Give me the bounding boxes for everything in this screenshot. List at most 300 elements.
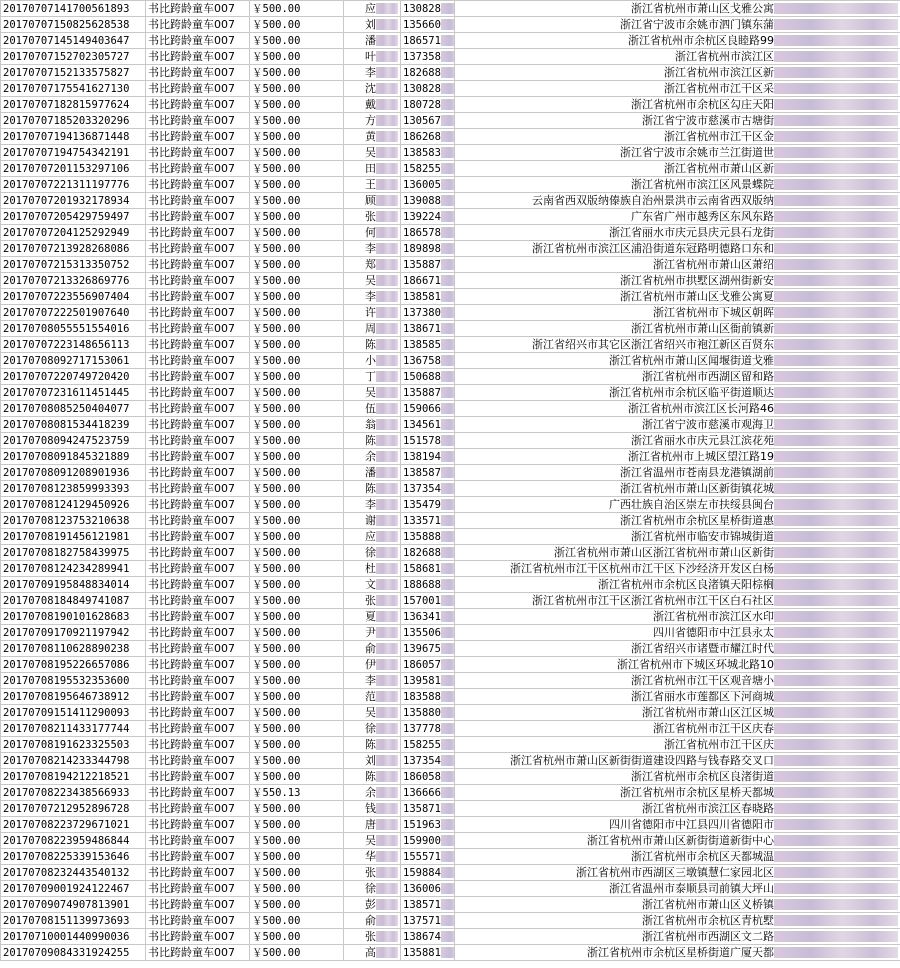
product-cell[interactable]: 书比跨龄童车007 <box>146 337 250 353</box>
address-cell[interactable] <box>455 657 900 673</box>
phone-cell[interactable] <box>401 705 455 721</box>
recipient-cell[interactable] <box>344 225 401 241</box>
price-cell[interactable]: ￥500.00 <box>250 753 344 769</box>
recipient-cell[interactable] <box>344 945 401 961</box>
product-cell[interactable]: 书比跨龄童车007 <box>146 881 250 897</box>
recipient-cell[interactable] <box>344 513 401 529</box>
price-cell[interactable]: ￥500.00 <box>250 865 344 881</box>
table-row[interactable] <box>1 321 900 337</box>
phone-cell[interactable] <box>401 865 455 881</box>
phone-cell[interactable] <box>401 161 455 177</box>
order-id-cell[interactable]: 20170707221311197776 <box>1 177 146 193</box>
order-id-cell[interactable]: 20170707185203320296 <box>1 113 146 129</box>
phone-cell[interactable] <box>401 801 455 817</box>
table-row[interactable] <box>1 257 900 273</box>
phone-cell[interactable] <box>401 881 455 897</box>
phone-cell[interactable] <box>401 465 455 481</box>
phone-cell[interactable] <box>401 609 455 625</box>
order-id-cell[interactable]: 20170707201153297106 <box>1 161 146 177</box>
product-cell[interactable]: 书比跨龄童车007 <box>146 1 250 17</box>
phone-cell[interactable] <box>401 657 455 673</box>
address-cell[interactable] <box>455 369 900 385</box>
table-row[interactable] <box>1 113 900 129</box>
product-cell[interactable]: 书比跨龄童车007 <box>146 769 250 785</box>
order-id-cell[interactable]: 20170707215313350752 <box>1 257 146 273</box>
order-id-cell[interactable]: 20170708124129450926 <box>1 497 146 513</box>
phone-cell[interactable] <box>401 721 455 737</box>
address-cell[interactable] <box>455 897 900 913</box>
order-id-cell[interactable]: 20170708195226657086 <box>1 657 146 673</box>
address-cell[interactable] <box>455 465 900 481</box>
product-cell[interactable]: 书比跨龄童车007 <box>146 113 250 129</box>
product-cell[interactable]: 书比跨龄童车007 <box>146 593 250 609</box>
price-cell[interactable]: ￥500.00 <box>250 561 344 577</box>
price-cell[interactable]: ￥500.00 <box>250 769 344 785</box>
address-cell[interactable] <box>455 609 900 625</box>
product-cell[interactable]: 书比跨龄童车007 <box>146 465 250 481</box>
table-row[interactable] <box>1 561 900 577</box>
price-cell[interactable]: ￥500.00 <box>250 193 344 209</box>
product-cell[interactable]: 书比跨龄童车007 <box>146 625 250 641</box>
table-row[interactable] <box>1 241 900 257</box>
order-id-cell[interactable]: 20170708091208901936 <box>1 465 146 481</box>
price-cell[interactable]: ￥500.00 <box>250 449 344 465</box>
table-row[interactable] <box>1 353 900 369</box>
order-id-cell[interactable]: 20170707150825628538 <box>1 17 146 33</box>
product-cell[interactable]: 书比跨龄童车007 <box>146 945 250 961</box>
phone-cell[interactable] <box>401 449 455 465</box>
table-row[interactable] <box>1 193 900 209</box>
phone-cell[interactable] <box>401 369 455 385</box>
address-cell[interactable] <box>455 881 900 897</box>
price-cell[interactable]: ￥500.00 <box>250 657 344 673</box>
recipient-cell[interactable] <box>344 401 401 417</box>
phone-cell[interactable] <box>401 433 455 449</box>
order-id-cell[interactable]: 20170708123753210638 <box>1 513 146 529</box>
price-cell[interactable]: ￥500.00 <box>250 385 344 401</box>
address-cell[interactable] <box>455 257 900 273</box>
recipient-cell[interactable] <box>344 897 401 913</box>
order-id-cell[interactable]: 20170708085250404077 <box>1 401 146 417</box>
recipient-cell[interactable] <box>344 929 401 945</box>
address-cell[interactable] <box>455 129 900 145</box>
recipient-cell[interactable] <box>344 369 401 385</box>
phone-cell[interactable] <box>401 305 455 321</box>
order-id-cell[interactable]: 20170707220749720420 <box>1 369 146 385</box>
price-cell[interactable]: ￥500.00 <box>250 241 344 257</box>
recipient-cell[interactable] <box>344 353 401 369</box>
order-id-cell[interactable]: 20170709151411290093 <box>1 705 146 721</box>
phone-cell[interactable] <box>401 49 455 65</box>
phone-cell[interactable] <box>401 897 455 913</box>
price-cell[interactable]: ￥500.00 <box>250 17 344 33</box>
address-cell[interactable] <box>455 337 900 353</box>
product-cell[interactable]: 书比跨龄童车007 <box>146 33 250 49</box>
recipient-cell[interactable] <box>344 817 401 833</box>
product-cell[interactable]: 书比跨龄童车007 <box>146 801 250 817</box>
table-row[interactable] <box>1 577 900 593</box>
address-cell[interactable] <box>455 1 900 17</box>
address-cell[interactable] <box>455 273 900 289</box>
product-cell[interactable]: 书比跨龄童车007 <box>146 545 250 561</box>
address-cell[interactable] <box>455 545 900 561</box>
price-cell[interactable]: ￥500.00 <box>250 369 344 385</box>
address-cell[interactable] <box>455 193 900 209</box>
recipient-cell[interactable] <box>344 481 401 497</box>
recipient-cell[interactable] <box>344 753 401 769</box>
order-id-cell[interactable]: 20170708055551554016 <box>1 321 146 337</box>
order-id-cell[interactable]: 20170707201932178934 <box>1 193 146 209</box>
recipient-cell[interactable] <box>344 241 401 257</box>
price-cell[interactable]: ￥500.00 <box>250 337 344 353</box>
price-cell[interactable]: ￥500.00 <box>250 33 344 49</box>
product-cell[interactable]: 书比跨龄童车007 <box>146 657 250 673</box>
product-cell[interactable]: 书比跨龄童车007 <box>146 17 250 33</box>
phone-cell[interactable] <box>401 753 455 769</box>
price-cell[interactable]: ￥500.00 <box>250 321 344 337</box>
phone-cell[interactable] <box>401 529 455 545</box>
recipient-cell[interactable] <box>344 881 401 897</box>
price-cell[interactable]: ￥500.00 <box>250 481 344 497</box>
recipient-cell[interactable] <box>344 609 401 625</box>
address-cell[interactable] <box>455 529 900 545</box>
recipient-cell[interactable] <box>344 577 401 593</box>
table-row[interactable] <box>1 449 900 465</box>
order-id-cell[interactable]: 20170708110628890238 <box>1 641 146 657</box>
table-row[interactable] <box>1 161 900 177</box>
recipient-cell[interactable] <box>344 1 401 17</box>
product-cell[interactable]: 书比跨龄童车007 <box>146 753 250 769</box>
address-cell[interactable] <box>455 353 900 369</box>
recipient-cell[interactable] <box>344 129 401 145</box>
order-id-cell[interactable]: 20170707182815977624 <box>1 97 146 113</box>
phone-cell[interactable] <box>401 273 455 289</box>
price-cell[interactable]: ￥500.00 <box>250 625 344 641</box>
price-cell[interactable]: ￥500.00 <box>250 145 344 161</box>
product-cell[interactable]: 书比跨龄童车007 <box>146 833 250 849</box>
price-cell[interactable]: ￥500.00 <box>250 577 344 593</box>
table-row[interactable] <box>1 705 900 721</box>
price-cell[interactable]: ￥500.00 <box>250 177 344 193</box>
table-row[interactable] <box>1 753 900 769</box>
address-cell[interactable] <box>455 481 900 497</box>
order-id-cell[interactable]: 20170707212952896728 <box>1 801 146 817</box>
product-cell[interactable]: 书比跨龄童车007 <box>146 433 250 449</box>
recipient-cell[interactable] <box>344 81 401 97</box>
phone-cell[interactable] <box>401 849 455 865</box>
product-cell[interactable]: 书比跨龄童车007 <box>146 449 250 465</box>
table-row[interactable] <box>1 833 900 849</box>
recipient-cell[interactable] <box>344 289 401 305</box>
price-cell[interactable]: ￥500.00 <box>250 881 344 897</box>
product-cell[interactable]: 书比跨龄童车007 <box>146 913 250 929</box>
order-id-cell[interactable]: 20170707152702305727 <box>1 49 146 65</box>
product-cell[interactable]: 书比跨龄童车007 <box>146 529 250 545</box>
phone-cell[interactable] <box>401 689 455 705</box>
recipient-cell[interactable] <box>344 177 401 193</box>
recipient-cell[interactable] <box>344 465 401 481</box>
phone-cell[interactable] <box>401 337 455 353</box>
phone-cell[interactable] <box>401 577 455 593</box>
table-row[interactable] <box>1 273 900 289</box>
product-cell[interactable]: 书比跨龄童车007 <box>146 849 250 865</box>
address-cell[interactable] <box>455 833 900 849</box>
table-row[interactable] <box>1 865 900 881</box>
order-id-cell[interactable]: 20170708191623325503 <box>1 737 146 753</box>
table-row[interactable] <box>1 721 900 737</box>
product-cell[interactable]: 书比跨龄童车007 <box>146 209 250 225</box>
table-row[interactable] <box>1 1 900 17</box>
address-cell[interactable] <box>455 737 900 753</box>
price-cell[interactable]: ￥500.00 <box>250 913 344 929</box>
address-cell[interactable] <box>455 753 900 769</box>
product-cell[interactable]: 书比跨龄童车007 <box>146 641 250 657</box>
address-cell[interactable] <box>455 113 900 129</box>
product-cell[interactable]: 书比跨龄童车007 <box>146 897 250 913</box>
order-id-cell[interactable]: 20170708191456121981 <box>1 529 146 545</box>
phone-cell[interactable] <box>401 625 455 641</box>
table-row[interactable] <box>1 609 900 625</box>
product-cell[interactable]: 书比跨龄童车007 <box>146 225 250 241</box>
address-cell[interactable] <box>455 97 900 113</box>
table-row[interactable] <box>1 929 900 945</box>
order-id-cell[interactable]: 20170708092717153061 <box>1 353 146 369</box>
phone-cell[interactable] <box>401 785 455 801</box>
product-cell[interactable]: 书比跨龄童车007 <box>146 65 250 81</box>
price-cell[interactable]: ￥500.00 <box>250 817 344 833</box>
address-cell[interactable] <box>455 849 900 865</box>
recipient-cell[interactable] <box>344 273 401 289</box>
product-cell[interactable]: 书比跨龄童车007 <box>146 785 250 801</box>
product-cell[interactable]: 书比跨龄童车007 <box>146 417 250 433</box>
phone-cell[interactable] <box>401 513 455 529</box>
table-row[interactable] <box>1 33 900 49</box>
order-id-cell[interactable]: 20170708184849741087 <box>1 593 146 609</box>
price-cell[interactable]: ￥500.00 <box>250 161 344 177</box>
recipient-cell[interactable] <box>344 673 401 689</box>
price-cell[interactable]: ￥500.00 <box>250 273 344 289</box>
product-cell[interactable]: 书比跨龄童车007 <box>146 81 250 97</box>
table-row[interactable] <box>1 177 900 193</box>
table-row[interactable] <box>1 641 900 657</box>
order-id-cell[interactable]: 20170708182758439975 <box>1 545 146 561</box>
table-row[interactable] <box>1 881 900 897</box>
address-cell[interactable] <box>455 225 900 241</box>
table-row[interactable] <box>1 369 900 385</box>
recipient-cell[interactable] <box>344 497 401 513</box>
recipient-cell[interactable] <box>344 833 401 849</box>
recipient-cell[interactable] <box>344 257 401 273</box>
address-cell[interactable] <box>455 321 900 337</box>
address-cell[interactable] <box>455 417 900 433</box>
table-row[interactable] <box>1 529 900 545</box>
table-row[interactable] <box>1 433 900 449</box>
table-row[interactable] <box>1 305 900 321</box>
recipient-cell[interactable] <box>344 529 401 545</box>
order-id-cell[interactable]: 20170708190101628683 <box>1 609 146 625</box>
order-id-cell[interactable]: 20170708195532353600 <box>1 673 146 689</box>
recipient-cell[interactable] <box>344 193 401 209</box>
order-id-cell[interactable]: 20170707194754342191 <box>1 145 146 161</box>
order-id-cell[interactable]: 20170709170921197942 <box>1 625 146 641</box>
product-cell[interactable]: 书比跨龄童车007 <box>146 257 250 273</box>
order-id-cell[interactable]: 20170708223438566933 <box>1 785 146 801</box>
table-row[interactable] <box>1 49 900 65</box>
table-row[interactable] <box>1 81 900 97</box>
phone-cell[interactable] <box>401 129 455 145</box>
table-row[interactable] <box>1 689 900 705</box>
order-id-cell[interactable]: 20170708195646738912 <box>1 689 146 705</box>
table-row[interactable] <box>1 849 900 865</box>
order-id-cell[interactable]: 20170708223959486844 <box>1 833 146 849</box>
product-cell[interactable]: 书比跨龄童车007 <box>146 513 250 529</box>
phone-cell[interactable] <box>401 1 455 17</box>
product-cell[interactable]: 书比跨龄童车007 <box>146 705 250 721</box>
phone-cell[interactable] <box>401 769 455 785</box>
price-cell[interactable]: ￥550.13 <box>250 785 344 801</box>
phone-cell[interactable] <box>401 241 455 257</box>
product-cell[interactable]: 书比跨龄童车007 <box>146 353 250 369</box>
recipient-cell[interactable] <box>344 209 401 225</box>
address-cell[interactable] <box>455 945 900 961</box>
table-row[interactable] <box>1 145 900 161</box>
phone-cell[interactable] <box>401 945 455 961</box>
price-cell[interactable]: ￥500.00 <box>250 945 344 961</box>
price-cell[interactable]: ￥500.00 <box>250 97 344 113</box>
phone-cell[interactable] <box>401 33 455 49</box>
recipient-cell[interactable] <box>344 385 401 401</box>
price-cell[interactable]: ￥500.00 <box>250 593 344 609</box>
product-cell[interactable]: 书比跨龄童车007 <box>146 737 250 753</box>
address-cell[interactable] <box>455 769 900 785</box>
address-cell[interactable] <box>455 721 900 737</box>
price-cell[interactable]: ￥500.00 <box>250 929 344 945</box>
table-row[interactable] <box>1 65 900 81</box>
table-row[interactable] <box>1 673 900 689</box>
address-cell[interactable] <box>455 801 900 817</box>
product-cell[interactable]: 书比跨龄童车007 <box>146 673 250 689</box>
price-cell[interactable]: ￥500.00 <box>250 513 344 529</box>
table-row[interactable] <box>1 769 900 785</box>
price-cell[interactable]: ￥500.00 <box>250 833 344 849</box>
product-cell[interactable]: 书比跨龄童车007 <box>146 177 250 193</box>
phone-cell[interactable] <box>401 97 455 113</box>
table-row[interactable] <box>1 737 900 753</box>
product-cell[interactable]: 书比跨龄童车007 <box>146 929 250 945</box>
order-id-cell[interactable]: 20170709001924122467 <box>1 881 146 897</box>
address-cell[interactable] <box>455 929 900 945</box>
address-cell[interactable] <box>455 81 900 97</box>
phone-cell[interactable] <box>401 929 455 945</box>
recipient-cell[interactable] <box>344 417 401 433</box>
order-id-cell[interactable]: 20170707223556907404 <box>1 289 146 305</box>
price-cell[interactable]: ￥500.00 <box>250 689 344 705</box>
address-cell[interactable] <box>455 161 900 177</box>
product-cell[interactable]: 书比跨龄童车007 <box>146 161 250 177</box>
table-row[interactable] <box>1 289 900 305</box>
recipient-cell[interactable] <box>344 625 401 641</box>
address-cell[interactable] <box>455 49 900 65</box>
address-cell[interactable] <box>455 145 900 161</box>
product-cell[interactable]: 书比跨龄童车007 <box>146 561 250 577</box>
price-cell[interactable]: ￥500.00 <box>250 801 344 817</box>
product-cell[interactable]: 书比跨龄童车007 <box>146 401 250 417</box>
address-cell[interactable] <box>455 817 900 833</box>
product-cell[interactable]: 书比跨龄童车007 <box>146 145 250 161</box>
order-id-cell[interactable]: 20170709074907813901 <box>1 897 146 913</box>
recipient-cell[interactable] <box>344 737 401 753</box>
price-cell[interactable]: ￥500.00 <box>250 721 344 737</box>
recipient-cell[interactable] <box>344 449 401 465</box>
recipient-cell[interactable] <box>344 433 401 449</box>
phone-cell[interactable] <box>401 641 455 657</box>
product-cell[interactable]: 书比跨龄童车007 <box>146 129 250 145</box>
phone-cell[interactable] <box>401 257 455 273</box>
price-cell[interactable]: ￥500.00 <box>250 129 344 145</box>
phone-cell[interactable] <box>401 209 455 225</box>
price-cell[interactable]: ￥500.00 <box>250 49 344 65</box>
phone-cell[interactable] <box>401 561 455 577</box>
table-row[interactable] <box>1 465 900 481</box>
product-cell[interactable]: 书比跨龄童车007 <box>146 193 250 209</box>
table-row[interactable] <box>1 497 900 513</box>
recipient-cell[interactable] <box>344 545 401 561</box>
address-cell[interactable] <box>455 17 900 33</box>
address-cell[interactable] <box>455 33 900 49</box>
price-cell[interactable]: ￥500.00 <box>250 433 344 449</box>
product-cell[interactable]: 书比跨龄童车007 <box>146 817 250 833</box>
address-cell[interactable] <box>455 785 900 801</box>
price-cell[interactable]: ￥500.00 <box>250 225 344 241</box>
phone-cell[interactable] <box>401 673 455 689</box>
address-cell[interactable] <box>455 433 900 449</box>
phone-cell[interactable] <box>401 193 455 209</box>
address-cell[interactable] <box>455 305 900 321</box>
order-id-cell[interactable]: 20170708232443540132 <box>1 865 146 881</box>
order-id-cell[interactable]: 20170707152133575827 <box>1 65 146 81</box>
table-row[interactable] <box>1 401 900 417</box>
phone-cell[interactable] <box>401 65 455 81</box>
table-row[interactable] <box>1 481 900 497</box>
order-id-cell[interactable]: 20170707213326869776 <box>1 273 146 289</box>
price-cell[interactable]: ￥500.00 <box>250 401 344 417</box>
order-id-cell[interactable]: 20170708094247523759 <box>1 433 146 449</box>
phone-cell[interactable] <box>401 833 455 849</box>
order-id-cell[interactable]: 20170708151139973693 <box>1 913 146 929</box>
product-cell[interactable]: 书比跨龄童车007 <box>146 289 250 305</box>
address-cell[interactable] <box>455 449 900 465</box>
price-cell[interactable]: ￥500.00 <box>250 1 344 17</box>
product-cell[interactable]: 书比跨龄童车007 <box>146 385 250 401</box>
table-row[interactable] <box>1 593 900 609</box>
price-cell[interactable]: ￥500.00 <box>250 641 344 657</box>
recipient-cell[interactable] <box>344 849 401 865</box>
table-row[interactable] <box>1 657 900 673</box>
address-cell[interactable] <box>455 625 900 641</box>
price-cell[interactable]: ￥500.00 <box>250 353 344 369</box>
recipient-cell[interactable] <box>344 657 401 673</box>
table-row[interactable] <box>1 337 900 353</box>
phone-cell[interactable] <box>401 481 455 497</box>
order-id-cell[interactable]: 20170708124234289941 <box>1 561 146 577</box>
price-cell[interactable]: ￥500.00 <box>250 305 344 321</box>
table-row[interactable] <box>1 385 900 401</box>
product-cell[interactable]: 书比跨龄童车007 <box>146 369 250 385</box>
address-cell[interactable] <box>455 401 900 417</box>
recipient-cell[interactable] <box>344 305 401 321</box>
price-cell[interactable]: ￥500.00 <box>250 849 344 865</box>
product-cell[interactable]: 书比跨龄童车007 <box>146 481 250 497</box>
